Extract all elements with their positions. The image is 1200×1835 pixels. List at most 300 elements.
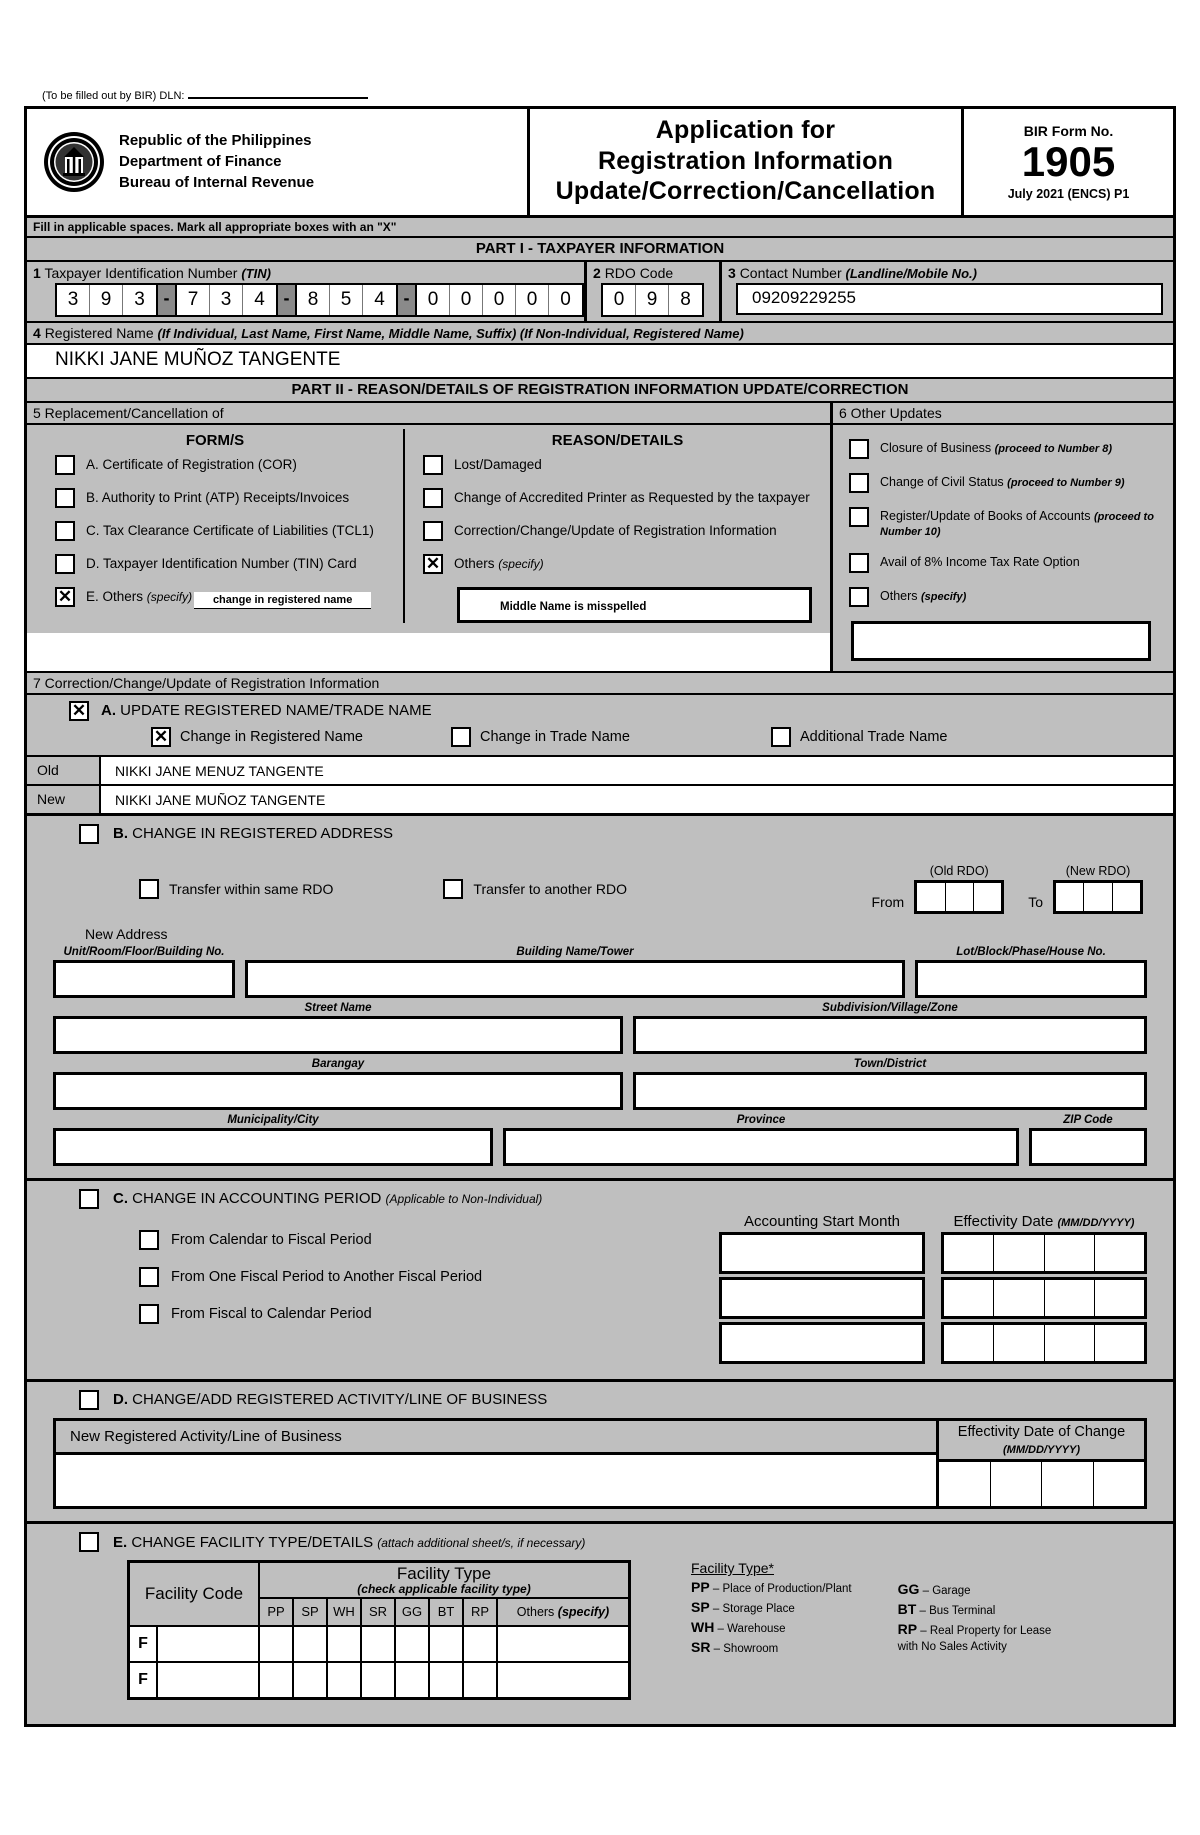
regname-italic4: Registered Name) (629, 325, 744, 341)
facility-code-input[interactable] (157, 1626, 259, 1662)
form-e-text: E. Others (86, 588, 144, 604)
others-text: Others (880, 588, 921, 603)
form-number-block (964, 109, 1173, 215)
legend-item-sp (691, 1599, 852, 1615)
checkbox-transfer-same-rdo[interactable] (139, 879, 159, 899)
facility-col-bt: BT (429, 1598, 463, 1626)
checkbox-change-civil-status[interactable] (849, 473, 869, 493)
rdo-from-to (872, 864, 1173, 914)
option-calendar-to-fiscal[interactable] (27, 1230, 719, 1250)
section-7e-italic: (attach additional sheet/s, if necessary) (377, 1535, 586, 1550)
table-row (129, 1662, 630, 1699)
legend-bt-desc: – Bus Terminal (919, 1605, 996, 1618)
part1-row (27, 262, 1173, 323)
checkbox-form-a[interactable] (55, 455, 75, 475)
reason-others-input[interactable]: Middle Name is misspelled (457, 587, 812, 623)
province-label: Province (736, 1113, 786, 1126)
province-input[interactable] (503, 1128, 1019, 1166)
form-body (24, 106, 1176, 1727)
subdivision-label: Subdivision/Village/Zone (822, 1001, 958, 1014)
section-7c-letter: C. (113, 1190, 128, 1208)
additional-trade-name-label: Additional Trade Name (800, 728, 948, 745)
checkbox-7e-change-facility[interactable] (79, 1532, 99, 1552)
books-text: Register/Update of Books of Accounts (880, 508, 1095, 523)
accounting-start-month-label: Accounting Start Month (744, 1212, 900, 1230)
field-province (503, 1114, 1019, 1166)
checkbox-reason-correction[interactable] (423, 521, 443, 541)
checkbox-calendar-to-fiscal[interactable] (139, 1230, 159, 1250)
facility-col-sp: SP (293, 1598, 327, 1626)
street-name-input[interactable] (53, 1016, 623, 1054)
field-municipality (53, 1114, 493, 1166)
section-7b-title-text: CHANGE IN REGISTERED ADDRESS (128, 825, 394, 843)
checkbox-form-c[interactable] (55, 521, 75, 541)
transfer-row (27, 864, 1173, 914)
form-option-c[interactable] (27, 521, 403, 541)
section-7e (27, 1524, 1173, 1723)
checkbox-transfer-another-rdo[interactable] (443, 879, 463, 899)
facility-bt-cell[interactable] (429, 1662, 463, 1699)
form-e-other-input[interactable]: change in registered name (194, 592, 371, 609)
section-7b-header[interactable] (27, 824, 1173, 844)
activity-effectivity-header (939, 1421, 1144, 1462)
section-5 (27, 403, 833, 671)
facility-sp-cell[interactable] (293, 1662, 327, 1699)
activity-effectivity-column (939, 1421, 1144, 1506)
checkbox-reason-printer[interactable] (423, 488, 443, 508)
town-district-input[interactable] (633, 1072, 1147, 1110)
tin-label: Taxpayer Identification Number (44, 264, 238, 281)
field-lot-block (915, 946, 1147, 998)
dln-line (42, 88, 368, 102)
tin-digit[interactable]: 7 (177, 285, 210, 315)
reason-others-label (454, 554, 544, 572)
tin-group-3[interactable] (295, 283, 398, 317)
facility-section-body (27, 1560, 1173, 1699)
rdo-number: 2 (593, 264, 601, 281)
tin-group-1[interactable] (55, 283, 158, 317)
checkbox-avail-8-percent[interactable] (849, 553, 869, 573)
section-7c-italic: (Applicable to Non-Individual) (385, 1192, 543, 1207)
legend-sr-desc: – Showroom (713, 1643, 779, 1656)
option-fiscal-to-fiscal[interactable] (27, 1267, 719, 1287)
section-7c-label (113, 1190, 542, 1207)
form-option-d[interactable] (27, 554, 403, 574)
lot-block-input[interactable] (915, 960, 1147, 998)
checkbox-7c-accounting-period[interactable] (79, 1189, 99, 1209)
legend-rp-cont-desc: with No Sales Activity (897, 1641, 1007, 1654)
address-grid (27, 946, 1173, 1166)
zip-code-input[interactable] (1029, 1128, 1147, 1166)
section-7d-header[interactable] (27, 1390, 1173, 1410)
regname-italic2: Last Name, First Name, Middle Name, Suffix) (237, 325, 520, 341)
checkbox-form-b[interactable] (55, 488, 75, 508)
section-6 (833, 403, 1173, 671)
new-rdo-caption: (New RDO) (1065, 863, 1131, 878)
section-5-title: 5 Replacement/Cancellation of (27, 403, 830, 425)
building-name-input[interactable] (245, 960, 905, 998)
civil-status-italic: (proceed to Number 9) (1007, 476, 1125, 489)
barangay-label: Barangay (311, 1057, 365, 1070)
section-6-title: 6 Other Updates (833, 403, 1173, 425)
activity-main-column (56, 1421, 939, 1506)
legend-pp-code: PP (691, 1579, 710, 1596)
old-rdo-group (914, 864, 1004, 914)
form-option-a[interactable] (27, 455, 403, 475)
legend-item-gg (898, 1581, 1052, 1597)
facility-sp-cell[interactable] (293, 1626, 327, 1662)
checkbox-7d-change-activity[interactable] (79, 1390, 99, 1410)
legend-item-wh (691, 1619, 852, 1635)
checkbox-other-updates-others[interactable] (849, 587, 869, 607)
option-fiscal-to-calendar[interactable] (27, 1304, 719, 1324)
old-rdo-caption: (Old RDO) (929, 863, 989, 878)
street-name-label: Street Name (304, 1001, 372, 1014)
effectivity-date-input-1[interactable] (941, 1232, 1147, 1274)
legend-gg-desc: – Garage (922, 1585, 971, 1598)
section-7d-title-text: CHANGE/ADD REGISTERED ACTIVITY/LINE OF BUSINESS (128, 1391, 548, 1409)
checkbox-change-trade-name[interactable] (451, 727, 471, 747)
reason-others-text: Others (454, 555, 495, 571)
checkbox-form-d[interactable] (55, 554, 75, 574)
facility-legend-right (898, 1560, 1052, 1699)
reason-correction-label: Correction/Change/Update of Registration Information (454, 522, 777, 538)
old-rdo-input[interactable] (914, 880, 1004, 914)
registered-name-caption (27, 323, 1173, 345)
registered-name-input[interactable]: NIKKI JANE MUÑOZ TANGENTE (27, 345, 1173, 379)
from-label: From (871, 893, 905, 910)
legend-rp-code: RP (897, 1621, 918, 1638)
dln-write-line[interactable] (188, 88, 368, 99)
tin-digit[interactable]: 3 (57, 285, 90, 315)
checkbox-fiscal-to-calendar[interactable] (139, 1304, 159, 1324)
checkbox-fiscal-to-fiscal[interactable] (139, 1267, 159, 1287)
forms-column (27, 429, 405, 623)
tin-separator: - (158, 283, 175, 317)
new-name-row (27, 786, 1173, 816)
address-row-4 (53, 1114, 1147, 1166)
forms-header: FORM/S (185, 431, 245, 449)
other-update-closure[interactable] (833, 439, 1173, 459)
section-7d (27, 1382, 1173, 1524)
new-label: New (27, 786, 101, 813)
option-additional-trade-name[interactable] (771, 727, 948, 747)
calendar-to-fiscal-label: From Calendar to Fiscal Period (171, 1231, 372, 1248)
facility-others-cell[interactable] (497, 1662, 630, 1699)
section-7-title: 7 Correction/Change/Update of Registration Information (27, 673, 1173, 695)
rdo-boxes (587, 283, 719, 317)
section-5-body (27, 425, 830, 633)
section-7d-label (113, 1391, 547, 1408)
checkbox-7a-update-name[interactable] (69, 701, 89, 721)
new-rdo-input[interactable] (1053, 880, 1143, 914)
municipality-label: Municipality/City (227, 1113, 319, 1126)
effectivity-date-input-3[interactable] (941, 1322, 1147, 1364)
reason-option-correction[interactable] (405, 521, 830, 541)
agency-line-2: Department of Finance (119, 153, 282, 171)
contact-number-label: 3 (728, 264, 736, 281)
section-7b-label (113, 825, 393, 842)
facility-rp-cell[interactable] (463, 1662, 497, 1699)
facility-col-rp: RP (463, 1598, 497, 1626)
tin-block (27, 262, 587, 321)
lot-block-label: Lot/Block/Phase/House No. (956, 945, 1106, 958)
option-change-registered-name[interactable] (151, 727, 451, 747)
new-name-input[interactable]: NIKKI JANE MUÑOZ TANGENTE (115, 791, 326, 808)
checkbox-form-e[interactable] (55, 587, 75, 607)
facility-sr-cell[interactable] (361, 1626, 395, 1662)
legend-item-rp (898, 1621, 1052, 1637)
form-e-italic: (specify) (146, 589, 193, 604)
civil-status-text: Change of Civil Status (880, 474, 1008, 489)
section-7a-label (101, 702, 432, 719)
activity-table (53, 1418, 1147, 1509)
rdo-digit[interactable]: 8 (680, 288, 691, 310)
effectivity-date-italic: (MM/DD/YYYY) (1057, 1216, 1135, 1229)
contact-input[interactable]: 09209229255 (736, 283, 1163, 315)
tin-digit[interactable]: 8 (297, 285, 330, 315)
form-c-label: C. Tax Clearance Certificate of Liabilities (TCL1) (86, 522, 374, 538)
tin-boxes (27, 283, 584, 317)
contact-block (722, 262, 1173, 321)
section-7e-letter: E. (113, 1533, 128, 1551)
facility-pp-cell[interactable] (259, 1626, 293, 1662)
section-7b (27, 816, 1173, 1181)
facility-type-sub: (check applicable facility type) (357, 1582, 531, 1597)
field-subdivision (633, 1002, 1147, 1054)
option-transfer-same-rdo[interactable] (139, 879, 333, 899)
tin-digit[interactable]: 0 (417, 285, 450, 315)
building-name-label: Building Name/Tower (516, 945, 634, 958)
facility-wh-cell[interactable] (327, 1626, 361, 1662)
legend-rp-desc: – Real Property for Lease (920, 1625, 1052, 1638)
rdo-group[interactable] (601, 283, 704, 317)
option-transfer-another-rdo[interactable] (443, 879, 627, 899)
activity-effectivity-input[interactable] (939, 1462, 1144, 1506)
facility-gg-cell[interactable] (395, 1662, 429, 1699)
tin-digit[interactable]: 4 (254, 288, 265, 310)
section-6-body (833, 425, 1173, 671)
regname-number: 4 (33, 324, 41, 341)
form-title-line-2: Registration Information (597, 146, 894, 175)
agency-block (27, 109, 527, 215)
legend-item-sr (691, 1639, 852, 1655)
activity-input[interactable] (56, 1455, 936, 1499)
facility-others-cell[interactable] (497, 1626, 630, 1662)
form-option-b[interactable] (27, 488, 403, 508)
rdo-digit[interactable]: 9 (636, 285, 669, 315)
tin-digit[interactable]: 5 (330, 285, 363, 315)
form-no-value: 1905 (1021, 137, 1116, 185)
part1-bar: PART I - TAXPAYER INFORMATION (27, 238, 1173, 262)
zip-code-label: ZIP Code (1063, 1113, 1113, 1126)
field-barangay (53, 1058, 623, 1110)
reason-others-italic: (specify) (498, 556, 544, 571)
other-updates-others-input[interactable] (851, 621, 1151, 661)
section-7e-header[interactable] (27, 1532, 1173, 1552)
field-town-district (633, 1058, 1147, 1110)
rdo-digit[interactable]: 0 (603, 285, 636, 315)
town-district-label: Town/District (853, 1057, 927, 1070)
to-label: To (1028, 893, 1043, 910)
transfer-another-rdo-label: Transfer to another RDO (473, 880, 627, 897)
fiscal-to-calendar-label: From Fiscal to Calendar Period (171, 1305, 372, 1322)
section-7c (27, 1181, 1173, 1382)
legend-sp-desc: – Storage Place (712, 1603, 795, 1616)
checkbox-change-registered-name[interactable] (151, 727, 171, 747)
accounting-start-month-input-3[interactable] (719, 1322, 925, 1364)
facility-gg-cell[interactable] (395, 1626, 429, 1662)
unit-room-label: Unit/Room/Floor/Building No. (63, 945, 225, 958)
facility-col-wh: WH (327, 1598, 361, 1626)
checkbox-reason-lost[interactable] (423, 455, 443, 475)
avail8-label: Avail of 8% Income Tax Rate Option (880, 554, 1080, 569)
section-7a-header[interactable] (27, 701, 1173, 721)
effectivity-date-input-2[interactable] (941, 1277, 1147, 1319)
section-7a-title-text: UPDATE REGISTERED NAME/TRADE NAME (116, 702, 432, 720)
form-title-line-3: Update/Correction/Cancellation (555, 177, 936, 205)
form-title-block (527, 109, 964, 215)
rdo-caption (587, 264, 719, 283)
section-7a-letter: A. (101, 702, 116, 720)
section-7e-label (113, 1534, 585, 1551)
legend-item-pp (691, 1579, 852, 1595)
reason-printer-label: Change of Accredited Printer as Requested by the taxpayer (454, 489, 810, 505)
other-update-civil-status[interactable] (833, 473, 1173, 493)
facility-row-marker: F (129, 1626, 158, 1662)
facility-legend-title: Facility Type* (691, 1560, 774, 1577)
checkbox-reason-others[interactable] (423, 554, 443, 574)
legend-wh-code: WH (691, 1619, 715, 1636)
other-updates-others-label (880, 587, 966, 604)
tin-digit[interactable]: 0 (560, 288, 571, 310)
facility-col-pp: PP (259, 1598, 293, 1626)
accounting-start-month-group (719, 1213, 925, 1367)
unit-room-input[interactable] (53, 960, 235, 998)
civil-status-label (880, 473, 1125, 490)
form-b-label: B. Authority to Print (ATP) Receipts/Invoices (86, 489, 350, 505)
reason-option-others[interactable] (405, 554, 830, 574)
legend-item-bt (898, 1601, 1052, 1617)
tin-caption (27, 264, 584, 283)
regname-label: Registered Name (44, 324, 154, 341)
tin-group-4[interactable] (415, 283, 584, 317)
tin-digit[interactable]: 0 (450, 285, 483, 315)
legend-sr-code: SR (691, 1639, 711, 1656)
closure-italic: (proceed to Number 8) (994, 442, 1112, 455)
old-name-input[interactable]: NIKKI JANE MENUZ TANGENTE (115, 762, 324, 779)
form-title-line-1: Application for (655, 116, 836, 144)
table-row (129, 1626, 630, 1662)
tin-digit[interactable]: 3 (210, 285, 243, 315)
agency-line-3: Bureau of Internal Revenue (119, 174, 315, 192)
section-7c-title-text: CHANGE IN ACCOUNTING PERIOD (128, 1190, 386, 1208)
legend-gg-code: GG (897, 1581, 920, 1598)
facility-pp-cell[interactable] (259, 1662, 293, 1699)
effectivity-date-group (941, 1213, 1147, 1367)
facility-others-text: Others (516, 1604, 558, 1619)
tin-digit[interactable]: 0 (483, 285, 516, 315)
other-update-others[interactable] (833, 587, 1173, 607)
barangay-input[interactable] (53, 1072, 623, 1110)
section-7a-options (27, 727, 1173, 747)
municipality-input[interactable] (53, 1128, 493, 1166)
tin-separator: - (398, 283, 415, 317)
section-7c-body (27, 1213, 1173, 1367)
facility-wh-cell[interactable] (327, 1662, 361, 1699)
tin-digit[interactable]: 9 (90, 285, 123, 315)
contact-italic: (Landline/Mobile No.) (845, 265, 977, 281)
reason-header: REASON/DETAILS (551, 431, 684, 449)
reason-option-printer[interactable] (405, 488, 830, 508)
legend-pp-desc: – Place of Production/Plant (712, 1583, 852, 1596)
field-zip-code (1029, 1114, 1147, 1166)
option-change-trade-name[interactable] (451, 727, 771, 747)
facility-legend-left (691, 1560, 852, 1699)
accounting-start-month-input-1[interactable] (719, 1232, 925, 1274)
facility-code-header: Facility Code (129, 1562, 260, 1626)
section-7d-letter: D. (113, 1391, 128, 1409)
activity-effectivity-italic: (MM/DD/YYYY) (1003, 1443, 1080, 1456)
change-trade-name-label: Change in Trade Name (480, 728, 630, 745)
facility-sr-cell[interactable] (361, 1662, 395, 1699)
facility-col-sr: SR (361, 1598, 395, 1626)
tin-digit[interactable]: 0 (516, 285, 549, 315)
tin-group-2[interactable] (175, 283, 278, 317)
accounting-start-month-input-2[interactable] (719, 1277, 925, 1319)
legend-wh-desc: – Warehouse (717, 1623, 786, 1636)
others-italic: (specify) (921, 590, 967, 603)
legend-item-rp-cont (898, 1641, 1052, 1653)
facility-others-italic: (specify) (557, 1604, 610, 1619)
part2-bar: PART II - REASON/DETAILS OF REGISTRATION INFORMATION UPDATE/CORRECTION (27, 379, 1173, 403)
section-5-6-wrap (27, 403, 1173, 673)
facility-type-header (259, 1562, 630, 1598)
other-update-books[interactable] (833, 507, 1173, 539)
checkbox-books-of-accounts[interactable] (849, 507, 869, 527)
form-no-label: BIR Form No. (1023, 122, 1114, 139)
tin-italic: (TIN) (241, 265, 271, 281)
tin-digit[interactable]: 4 (374, 288, 385, 310)
subdivision-input[interactable] (633, 1016, 1147, 1054)
form-option-e[interactable] (27, 587, 403, 609)
checkbox-additional-trade-name[interactable] (771, 727, 791, 747)
rdo-label: RDO Code (604, 264, 674, 281)
effectivity-date-text: Effectivity Date (953, 1212, 1058, 1230)
tin-number: 1 (33, 264, 41, 281)
tin-digit[interactable]: 3 (134, 288, 145, 310)
activity-column-header: New Registered Activity/Line of Business (56, 1421, 936, 1455)
checkbox-7b-change-address[interactable] (79, 824, 99, 844)
address-row-3 (53, 1058, 1147, 1110)
facility-code-input[interactable] (157, 1662, 259, 1699)
reason-option-lost[interactable] (405, 455, 830, 475)
facility-rp-cell[interactable] (463, 1626, 497, 1662)
contact-caption (722, 264, 1173, 283)
facility-col-gg: GG (395, 1598, 429, 1626)
checkbox-closure-of-business[interactable] (849, 439, 869, 459)
facility-row-marker: F (129, 1662, 158, 1699)
fiscal-to-fiscal-label: From One Fiscal Period to Another Fiscal Period (171, 1268, 483, 1285)
reason-lost-label: Lost/Damaged (454, 456, 542, 472)
rdo-block (587, 262, 722, 321)
other-update-8percent[interactable] (833, 553, 1173, 573)
facility-bt-cell[interactable] (429, 1626, 463, 1662)
dln-label: (To be filled out by BIR) DLN: (42, 90, 185, 102)
section-7c-header[interactable] (27, 1189, 1173, 1209)
accounting-options (27, 1213, 719, 1367)
books-label (880, 507, 1173, 539)
